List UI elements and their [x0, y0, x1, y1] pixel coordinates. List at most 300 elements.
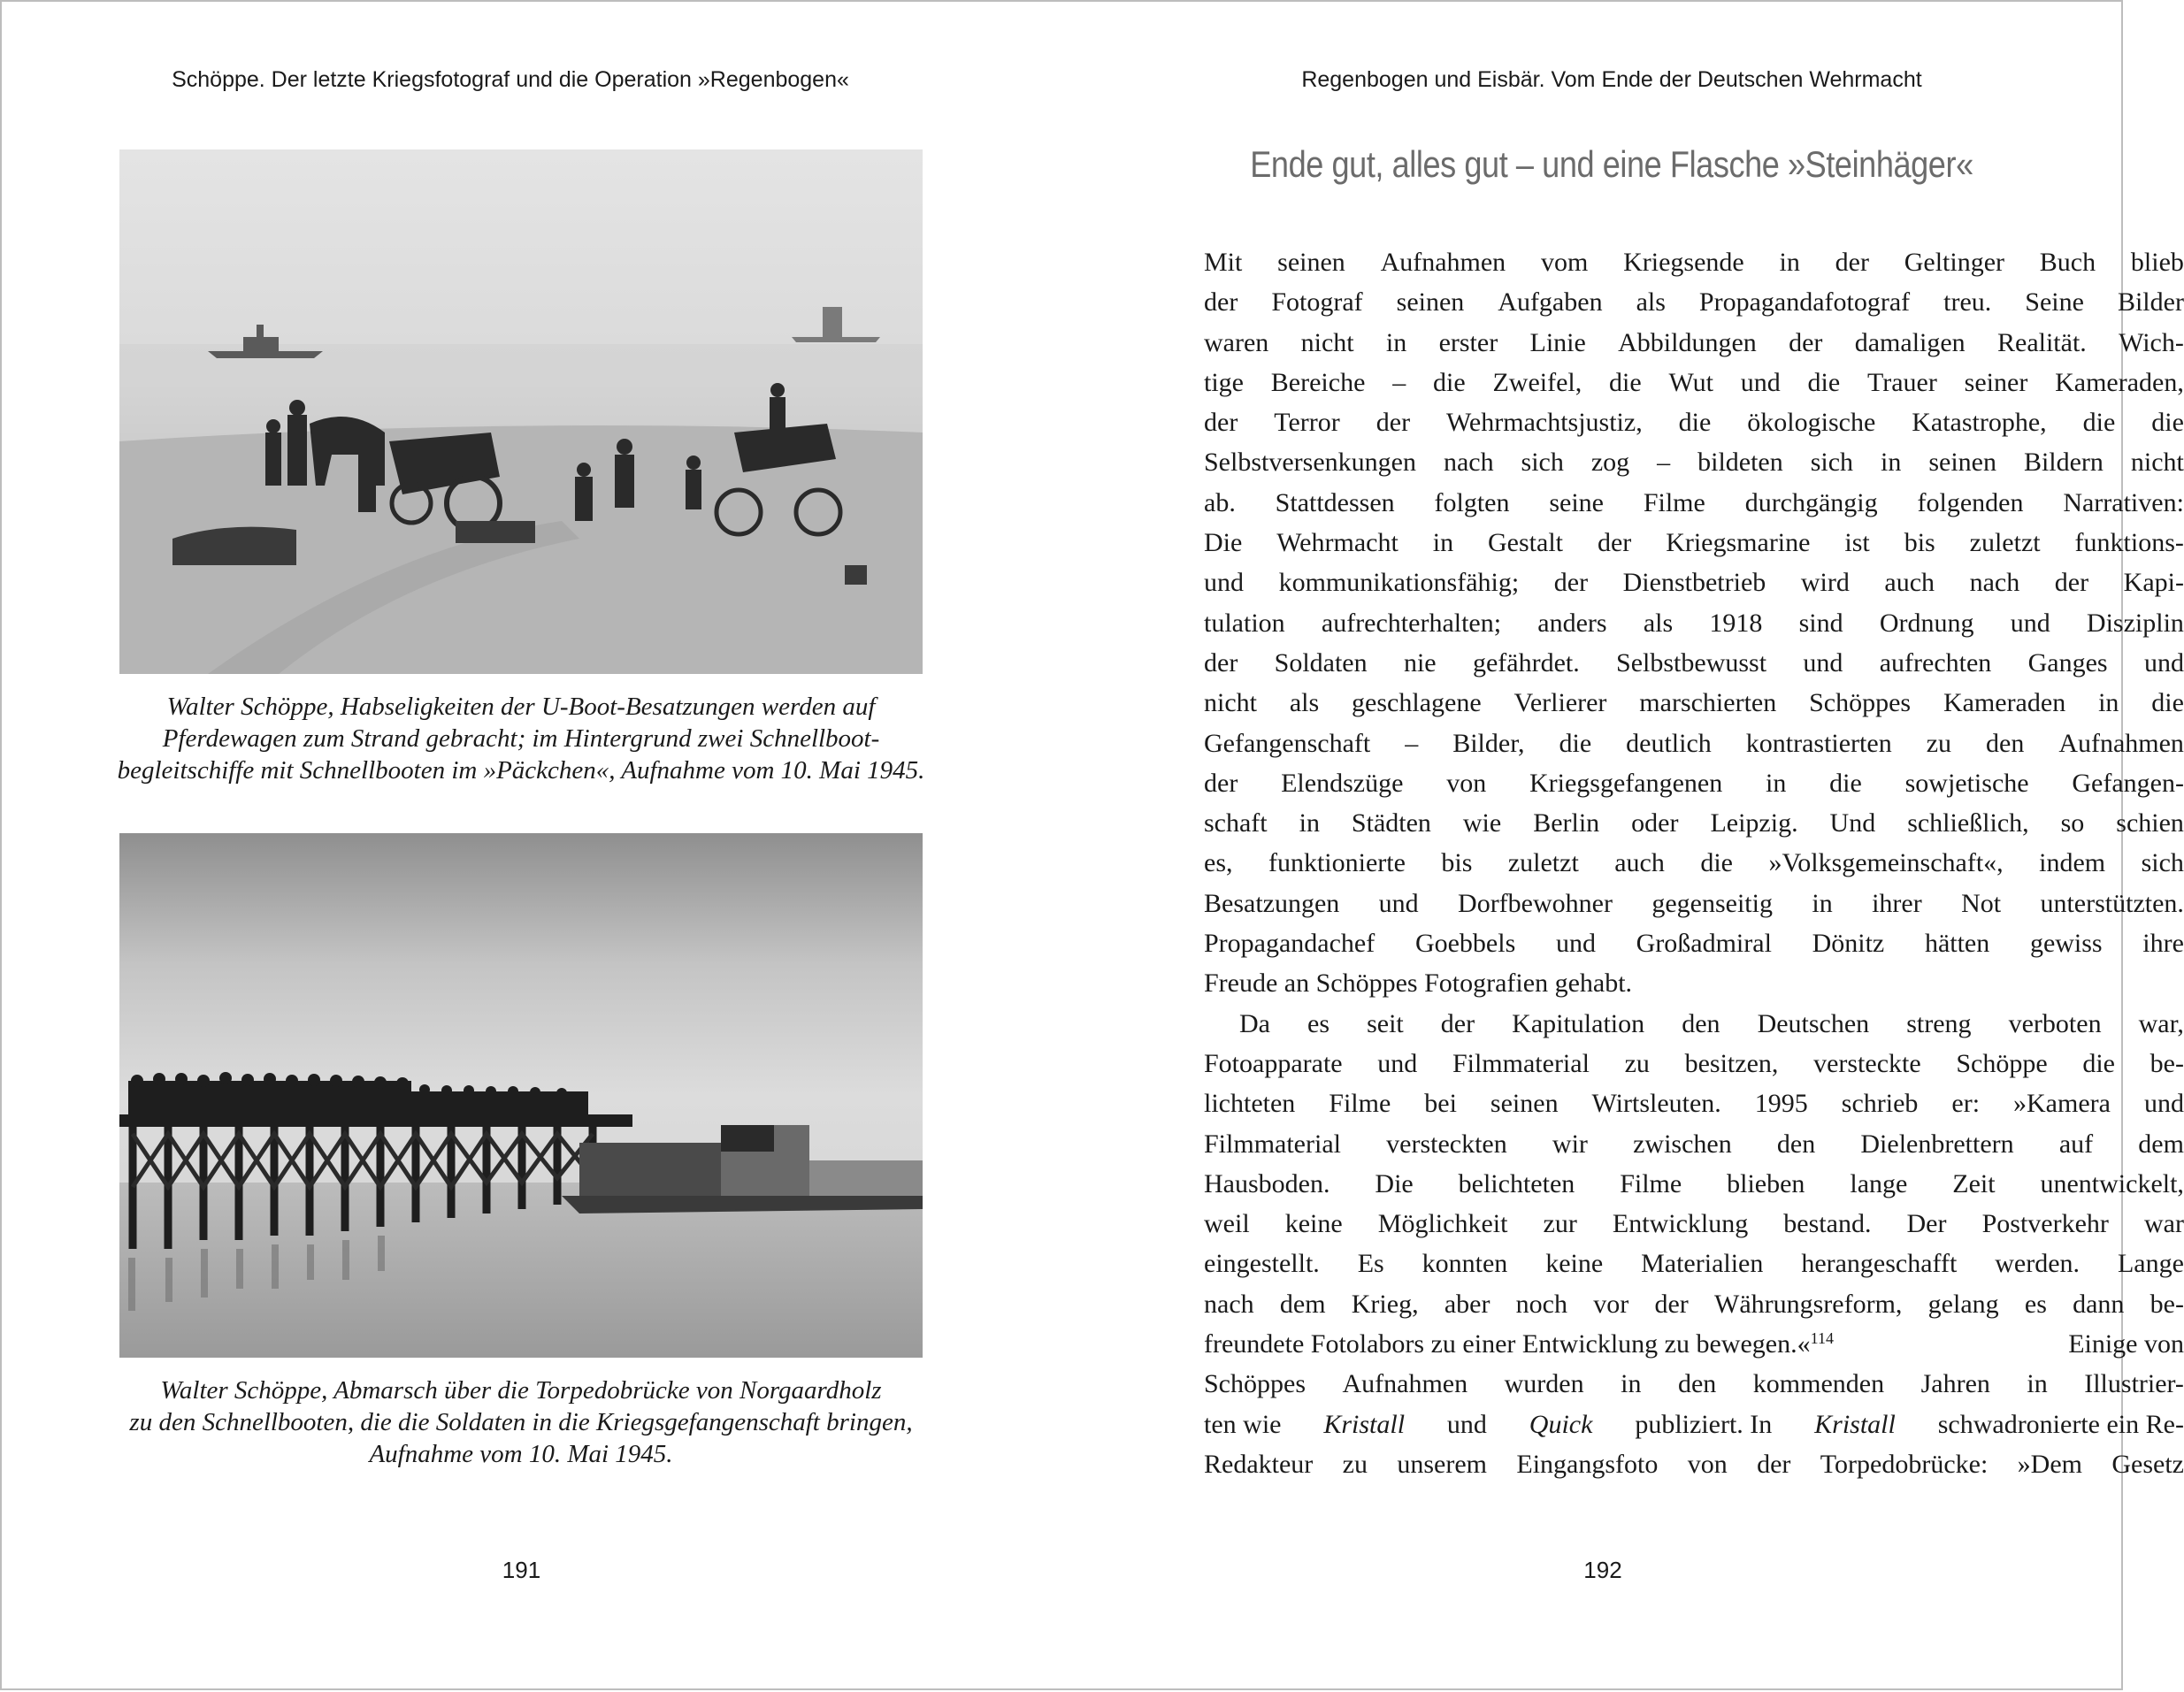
- word: funktionierte: [1268, 848, 1406, 878]
- word: deutlich: [1626, 728, 1712, 758]
- chapter-title: Ende gut, alles gut – und eine Flasche »Steinhäger«: [1250, 143, 1973, 185]
- word: noch: [1515, 1289, 1567, 1319]
- body-text: [1204, 242, 2184, 1484]
- word: Filme: [1329, 1089, 1391, 1119]
- word: der: [1204, 287, 1238, 318]
- word: Der: [1906, 1209, 1947, 1239]
- word: Ganges: [2027, 647, 2108, 678]
- word: damaligen: [1854, 327, 1966, 357]
- word: vor: [1593, 1289, 1629, 1319]
- word: sind: [1798, 608, 1843, 638]
- word: Kriegsgefangenen: [1529, 768, 1723, 798]
- caption-line: Walter Schöppe, Habseligkeiten der U-Boot-Besatzungen werden auf: [166, 693, 876, 721]
- word: bei: [1424, 1089, 1457, 1119]
- word: nach: [1969, 568, 2020, 598]
- word: verboten: [2008, 1008, 2102, 1038]
- word: Mit: [1204, 248, 1243, 277]
- word: treu.: [1943, 287, 1992, 318]
- text-line: [1204, 1044, 2184, 1083]
- word: auch: [1884, 568, 1935, 598]
- word: wird: [1800, 568, 1850, 598]
- word: schrieb: [1841, 1089, 1919, 1119]
- text-line: [1204, 1164, 2184, 1204]
- word: Möglichkeit: [1377, 1209, 1508, 1239]
- word: Verlierer: [1513, 688, 1607, 718]
- word: Realität.: [1997, 327, 2087, 357]
- text-line: [1204, 643, 2184, 683]
- word: gefährdet.: [1472, 647, 1580, 678]
- word: 1918: [1709, 608, 1763, 638]
- word: der: [1376, 408, 1411, 438]
- word: Ordnung: [1879, 608, 1974, 638]
- word: es,: [1204, 848, 1233, 878]
- word: in: [1766, 768, 1787, 798]
- word: Kameraden: [1943, 688, 2066, 718]
- word: als: [1289, 688, 1320, 718]
- word: zog: [1590, 448, 1630, 478]
- word: die: [2082, 408, 2116, 438]
- word: die: [2151, 408, 2184, 438]
- word: Währungsreform,: [1714, 1289, 1903, 1319]
- word: Krieg,: [1351, 1289, 1419, 1319]
- word: funktions-: [2074, 528, 2184, 558]
- word: in: [1881, 448, 1902, 478]
- word: auch: [1614, 848, 1665, 878]
- word: nach: [1204, 1289, 1254, 1319]
- word: Wehrmachtsjustiz,: [1446, 408, 1643, 438]
- word: seine: [1549, 487, 1604, 517]
- word: sowjetische: [1904, 768, 2029, 798]
- word: lange: [1850, 1168, 1908, 1198]
- caption-line: Pferdewagen zum Strand gebracht; im Hintergrund zwei Schnellboot-: [162, 724, 880, 753]
- word: marschierten: [1639, 688, 1777, 718]
- word: den: [1776, 1129, 1816, 1159]
- word: Postverkehr: [1981, 1209, 2109, 1239]
- word: seit: [1367, 1008, 1404, 1038]
- word: zu: [1342, 1449, 1368, 1479]
- text-line: [1204, 603, 2184, 643]
- word: Dielenbrettern: [1860, 1129, 2014, 1159]
- word: Filmmaterial: [1452, 1048, 1590, 1078]
- word: Filme: [1643, 487, 1705, 517]
- word: Eingangsfoto: [1516, 1449, 1659, 1479]
- word: der: [1204, 647, 1238, 678]
- word: Zweifel,: [1492, 367, 1582, 397]
- word: Goebbels: [1414, 929, 1516, 959]
- word: Die: [1204, 528, 1243, 558]
- word: war: [2143, 1209, 2184, 1239]
- word: vom: [1540, 248, 1589, 277]
- word: in: [1385, 327, 1407, 357]
- word: keine: [1545, 1249, 1604, 1279]
- word: auf: [2058, 1129, 2094, 1159]
- word: Bilder: [2117, 287, 2184, 318]
- word: es: [1307, 1008, 1330, 1038]
- word: nicht: [2130, 448, 2184, 478]
- word: Dienstbetrieb: [1622, 568, 1766, 598]
- word: schien: [2116, 808, 2184, 838]
- word: gelang: [1927, 1289, 1999, 1319]
- word: tulation: [1204, 608, 1285, 638]
- word: bis: [1904, 528, 1935, 558]
- word: die: [2082, 1048, 2115, 1078]
- word: Torpedobrücke:: [1820, 1449, 1989, 1479]
- word: Materialien: [1641, 1249, 1764, 1279]
- word: erster: [1438, 327, 1498, 357]
- text-line: [1204, 282, 2184, 322]
- word: Linie: [1529, 327, 1586, 357]
- word: zur: [1543, 1209, 1577, 1239]
- word: unterstützten.: [2040, 888, 2184, 918]
- word: Abbildungen: [1618, 327, 1757, 357]
- word: werden.: [1995, 1249, 2081, 1279]
- word: –: [1405, 728, 1419, 758]
- word: Es: [1357, 1249, 1384, 1279]
- word: der: [1204, 768, 1238, 798]
- word: der: [1654, 1289, 1689, 1319]
- text-line: [1204, 1083, 2184, 1123]
- word: Seine: [2025, 287, 2084, 318]
- word: die: [1807, 367, 1841, 397]
- word: ist: [1844, 528, 1870, 558]
- word: in: [1779, 248, 1800, 277]
- word: Not: [1961, 888, 2002, 918]
- text-line: [1204, 923, 2184, 963]
- word: be-: [2150, 1048, 2184, 1078]
- text-segment: ten wie: [1204, 1409, 1282, 1439]
- word: Leipzig.: [1710, 808, 1798, 838]
- word: zuletzt: [1507, 848, 1579, 878]
- word: Gesetz: [2111, 1449, 2184, 1479]
- word: ihrer: [1872, 888, 1922, 918]
- word: durchgängig: [1744, 487, 1878, 517]
- word: zuletzt: [1969, 528, 2041, 558]
- word: der: [1789, 327, 1823, 357]
- magazine-title: Kristall: [1814, 1409, 1896, 1439]
- word: Lange: [2117, 1249, 2184, 1279]
- word: Filme: [1620, 1168, 1682, 1198]
- word: Fotograf: [1271, 287, 1363, 318]
- word: Deutschen: [1757, 1008, 1870, 1038]
- word: Dönitz: [1812, 929, 1885, 959]
- word: Gefangen-: [2072, 768, 2184, 798]
- word: die: [1559, 728, 1592, 758]
- footnote-marker: 114: [1810, 1329, 1834, 1348]
- word: zu: [1926, 728, 1952, 758]
- word: streng: [1906, 1008, 1972, 1038]
- word: hätten: [1924, 929, 1990, 959]
- word: »Volksgemeinschaft«,: [1768, 848, 2004, 878]
- word: Selbstbewusst: [1616, 647, 1767, 678]
- figure-caption-2: [99, 1374, 943, 1470]
- word: wurden: [1504, 1369, 1584, 1399]
- word: der: [2054, 568, 2089, 598]
- word: Propagandachef: [1204, 929, 1376, 959]
- word: in: [1432, 528, 1454, 558]
- word: dem: [1279, 1289, 1326, 1319]
- text-line: [1204, 843, 2184, 883]
- text-line: [1204, 1405, 2184, 1444]
- word: Wut: [1668, 367, 1713, 397]
- word: herangeschafft: [1801, 1249, 1958, 1279]
- word: tige: [1204, 367, 1244, 397]
- word: keine: [1284, 1209, 1343, 1239]
- text-line: [1204, 1284, 2184, 1324]
- word: lichteten: [1204, 1089, 1296, 1119]
- word: in: [1299, 808, 1320, 838]
- word: der: [1204, 408, 1238, 438]
- word: Zeit: [1952, 1168, 1996, 1198]
- word: Besatzungen: [1204, 888, 1340, 918]
- text-line: [1204, 1444, 2184, 1484]
- word: anders: [1537, 608, 1607, 638]
- word: –: [1392, 367, 1406, 397]
- word: Gefangenschaft: [1204, 728, 1371, 758]
- word: er:: [1951, 1089, 1981, 1119]
- word: Selbstversenkungen: [1204, 448, 1416, 478]
- photo-torpedo-bridge-image: [119, 833, 923, 1358]
- word: und: [1740, 367, 1781, 397]
- photo-horse-carts-image: [119, 149, 923, 674]
- word: Wirtsleuten.: [1591, 1089, 1721, 1119]
- word: Berlin: [1533, 808, 1600, 838]
- word: kommunikationsfähig;: [1278, 568, 1520, 598]
- magazine-title: Kristall: [1323, 1409, 1406, 1439]
- word: eingestellt.: [1204, 1249, 1320, 1279]
- word: Großadmiral: [1636, 929, 1772, 959]
- word: nach: [1443, 448, 1494, 478]
- word: Dorfbewohner: [1458, 888, 1613, 918]
- word: Aufgaben: [1498, 287, 1603, 318]
- word: Bildern: [2023, 448, 2104, 478]
- word: unserem: [1397, 1449, 1487, 1479]
- text-segment: Einige von: [2068, 1329, 2184, 1359]
- word: indem: [2039, 848, 2106, 878]
- word: ab.: [1204, 487, 1236, 517]
- word: ökologische: [1747, 408, 1876, 438]
- word: bildeten: [1697, 448, 1783, 478]
- word: Aufnahmen: [2058, 728, 2184, 758]
- word: Trauer: [1866, 367, 1937, 397]
- left-running-head: Schöppe. Der letzte Kriegsfotograf und die Operation »Regenbogen«: [172, 67, 849, 92]
- word: Schöppes: [1809, 688, 1912, 718]
- word: seinen: [1396, 287, 1465, 318]
- word: versteckte: [1813, 1048, 1921, 1078]
- text-line: [1204, 363, 2184, 402]
- word: Soldaten: [1274, 647, 1368, 678]
- text-line: [1204, 683, 2184, 723]
- text-segment: und: [1446, 1409, 1487, 1439]
- word: sich: [1810, 448, 1854, 478]
- word: bis: [1441, 848, 1473, 878]
- word: und: [1377, 1048, 1418, 1078]
- word: und: [1378, 888, 1419, 918]
- word: bestand.: [1783, 1209, 1872, 1239]
- word: Kapitulation: [1512, 1008, 1645, 1038]
- caption-line: zu den Schnellbooten, die die Soldaten in die Kriegsgefangenschaft bringen,: [129, 1408, 913, 1436]
- word: so: [2060, 808, 2085, 838]
- word: be-: [2150, 1289, 2184, 1319]
- word: dann: [2073, 1289, 2125, 1319]
- photo-horse-carts-on-beach: [119, 149, 923, 674]
- caption-line: Aufnahme vom 10. Mai 1945.: [369, 1440, 673, 1468]
- word: Disziplin: [2086, 608, 2184, 638]
- word: und: [1803, 647, 1843, 678]
- figure-caption-1: [99, 691, 943, 786]
- word: kontrastierten: [1745, 728, 1892, 758]
- word: seinen: [1490, 1089, 1559, 1119]
- word: es: [2024, 1289, 2047, 1319]
- text-line: [1204, 763, 2184, 803]
- word: blieb: [2130, 248, 2184, 277]
- word: war,: [2138, 1008, 2184, 1038]
- word: in: [2027, 1369, 2048, 1399]
- text-line: [1204, 1124, 2184, 1164]
- word: Wich-: [2119, 327, 2184, 357]
- word: wie: [1462, 808, 1502, 838]
- right-page-number: 192: [1583, 1557, 1622, 1583]
- word: den: [1682, 1008, 1720, 1038]
- word: Katastrophe,: [1912, 408, 2047, 438]
- text-line: [1204, 1204, 2184, 1244]
- text-line: [1204, 1364, 2184, 1404]
- word: schaft: [1204, 808, 1268, 838]
- word: kommenden: [1752, 1369, 1885, 1399]
- word: Propagandafotograf: [1698, 287, 1911, 318]
- word: die: [1700, 848, 1733, 878]
- word: der: [1757, 1449, 1791, 1479]
- word: aufrechten: [1879, 647, 1992, 678]
- word: unentwickelt,: [2040, 1168, 2184, 1198]
- word: versteckten: [1386, 1129, 1507, 1159]
- word: geschlagene: [1352, 688, 1482, 718]
- text-line: [1204, 402, 2184, 442]
- word: Bereiche: [1270, 367, 1366, 397]
- word: waren: [1204, 327, 1269, 357]
- word: die: [1609, 367, 1642, 397]
- text-line: [1204, 803, 2184, 843]
- word: Wehrmacht: [1276, 528, 1399, 558]
- left-page-number: 191: [502, 1557, 541, 1583]
- word: Kriegsmarine: [1666, 528, 1811, 558]
- word: 1995: [1754, 1089, 1808, 1119]
- word: in: [1621, 1369, 1642, 1399]
- text-line: [1204, 563, 2184, 602]
- text-line: [1204, 483, 2184, 523]
- word: nicht: [1300, 327, 1354, 357]
- word: Jahren: [1920, 1369, 1990, 1399]
- word: sich: [2141, 848, 2184, 878]
- word: Terror: [1274, 408, 1340, 438]
- word: besitzen,: [1684, 1048, 1779, 1078]
- right-running-head: Regenbogen und Eisbär. Vom Ende der Deutschen Wehrmacht: [1301, 67, 1922, 92]
- word: und: [2143, 647, 2184, 678]
- word: Die: [1375, 1168, 1414, 1198]
- text-segment: schwadronierte ein Re-: [1937, 1409, 2184, 1439]
- word: als: [1636, 287, 1666, 318]
- word: Schöppe: [1956, 1048, 2048, 1078]
- word: zu: [1624, 1048, 1650, 1078]
- text-line: [1204, 1004, 2184, 1044]
- word: in: [2098, 688, 2119, 718]
- word: Kameraden,: [2055, 367, 2184, 397]
- word: Stattdessen: [1275, 487, 1395, 517]
- word: –: [1657, 448, 1671, 478]
- word: Entwicklung: [1612, 1209, 1749, 1239]
- text-line: [1204, 242, 2184, 282]
- word: sich: [1521, 448, 1564, 478]
- word: folgten: [1434, 487, 1510, 517]
- word: von: [1687, 1449, 1728, 1479]
- word: Hausboden.: [1204, 1168, 1330, 1198]
- word: Gestalt: [1488, 528, 1563, 558]
- word: und: [1555, 929, 1596, 959]
- text-line: [1204, 523, 2184, 563]
- word: zwischen: [1633, 1129, 1732, 1159]
- text-line: [1204, 442, 2184, 482]
- caption-line: begleitschiffe mit Schnellbooten im »Päckchen«, Aufnahme vom 10. Mai 1945.: [117, 756, 925, 785]
- word: der: [1440, 1008, 1475, 1038]
- word: Da: [1239, 1008, 1270, 1038]
- word: »Dem: [2017, 1449, 2082, 1479]
- word: Geltinger: [1904, 248, 2005, 277]
- text-segment: freundete Fotolabors zu einer Entwicklung zu bewegen.«$^{114}$: [1204, 1329, 1834, 1359]
- text-line: [1204, 323, 2184, 363]
- word: oder: [1631, 808, 1679, 838]
- text-line: [1204, 724, 2184, 763]
- word: dem: [2138, 1129, 2184, 1159]
- word: gewiss: [2029, 929, 2103, 959]
- word: Kapi-: [2123, 568, 2184, 598]
- word: wir: [1552, 1129, 1588, 1159]
- word: gegenseitig: [1651, 888, 1773, 918]
- text-line: [1204, 884, 2184, 923]
- word: blieben: [1727, 1168, 1805, 1198]
- word: seinen: [1277, 248, 1345, 277]
- word: als: [1643, 608, 1674, 638]
- text-segment: publiziert. In: [1635, 1409, 1773, 1439]
- word: und: [2143, 1089, 2184, 1119]
- word: nie: [1403, 647, 1437, 678]
- text-line: [1204, 1324, 2184, 1364]
- text-line: Freude an Schöppes Fotografien gehabt.: [1204, 968, 1633, 999]
- word: die: [1678, 408, 1712, 438]
- word: Städten: [1351, 808, 1431, 838]
- caption-line: Walter Schöppe, Abmarsch über die Torpedobrücke von Norgaardholz: [160, 1376, 882, 1405]
- word: Kriegsende: [1623, 248, 1744, 277]
- text-line: [1204, 1244, 2184, 1283]
- right-page: [1063, 2, 2184, 1692]
- word: Bilder,: [1452, 728, 1525, 758]
- word: Und: [1829, 808, 1876, 838]
- word: Filmmaterial: [1204, 1129, 1341, 1159]
- word: der: [1597, 528, 1632, 558]
- word: seiner: [1964, 367, 2028, 397]
- word: der: [1553, 568, 1589, 598]
- word: Fotoapparate: [1204, 1048, 1343, 1078]
- word: die: [1829, 768, 1862, 798]
- word: Narrativen:: [2063, 487, 2184, 517]
- word: belichteten: [1458, 1168, 1575, 1198]
- word: nicht: [1204, 688, 1257, 718]
- word: seinen: [1928, 448, 1996, 478]
- magazine-title: Quick: [1529, 1409, 1593, 1439]
- word: die: [2151, 688, 2184, 718]
- word: und: [2010, 608, 2050, 638]
- word: »Kamera: [2013, 1089, 2111, 1119]
- left-page: [2, 2, 1063, 1692]
- word: den: [1677, 1369, 1717, 1399]
